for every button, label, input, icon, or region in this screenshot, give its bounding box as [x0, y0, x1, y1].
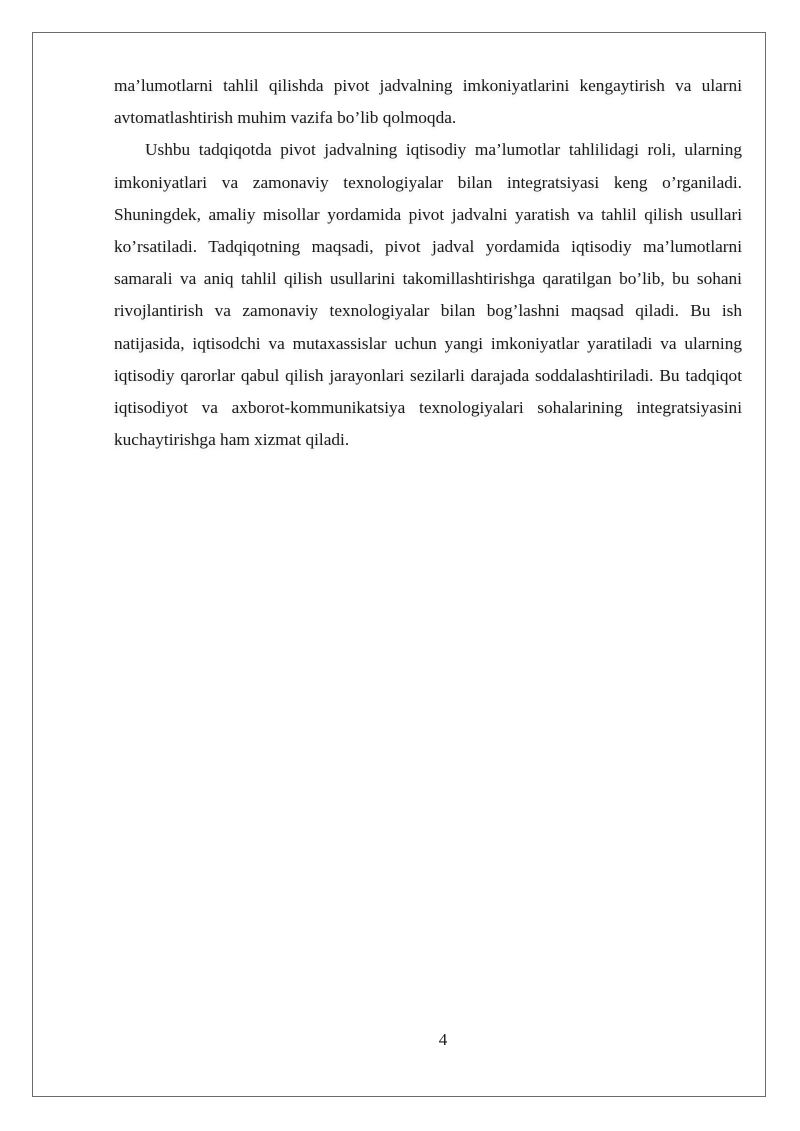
paragraph-2: Ushbu tadqiqotda pivot jadvalning iqtisodiy ma’lumotlar tahlilidagi roli, ularning imkoniyatlari va zamonaviy texnologiyalar bilan integratsiyasi keng o’rganiladi. Shuningdek, amaliy misollar yordamida pivot jadvalni yaratish va tahlil qilish usullari ko’rsatiladi. Tadqiqotning maqsadi, pivot jadval yordamida iqtisodiy ma’lumotlarni samarali va aniq tahlil qilish usullarini takomillashtirishga qaratilgan bo’lib, bu sohani rivojlantirish va zamonaviy texnologiyalar bilan bog’lashni maqsad qiladi. Bu ish natijasida, iqtisodchi va mutaxassislar uchun yangi imkoniyatlar yaratiladi va ularning iqtisodiy qarorlar qabul qilish jarayonlari sezilarli darajada soddalashtiriladi. Bu tadqiqot iqtisodiyot va axborot-kommunikatsiya texnologiyalari sohalarining integratsiyasini kuchaytirishga ham xizmat qiladi. — [114, 140, 742, 450]
page-number: 4 — [438, 1030, 448, 1049]
paragraph-1: ma’lumotlarni tahlil qilishda pivot jadvalning imkoniyatlarini kengaytirish va ularni avtomatlashtirish muhim vazifa bo’lib qolmoqda. — [114, 76, 742, 128]
body-text — [114, 70, 742, 456]
